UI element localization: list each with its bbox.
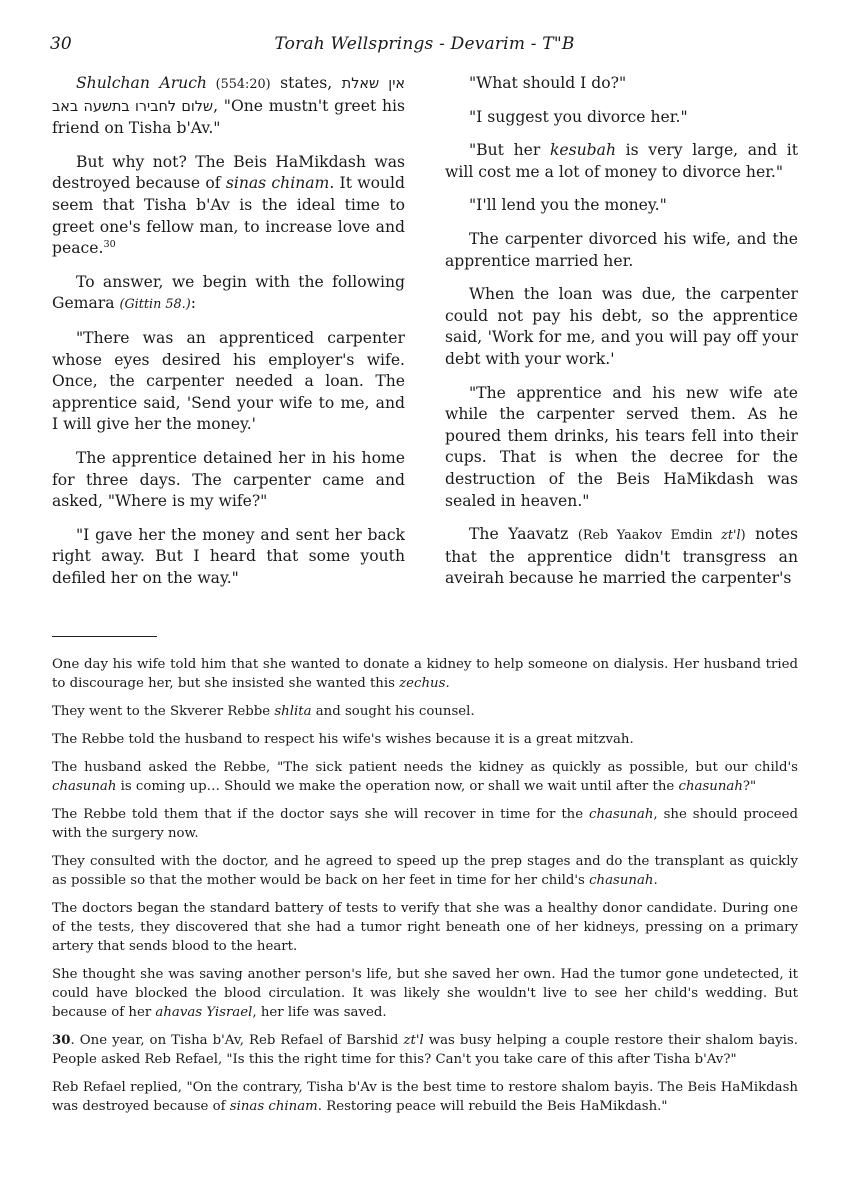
text-run: is coming up… Should we make the operation now, or shall we wait until after the — [116, 779, 679, 794]
text-run: She thought she was saving another person's life, but she saved her own. Had the tumor gone undetected, it could have blocked the blood circulation. It was likely she wouldn't live to see her child's wedding. But because of her — [52, 967, 798, 1020]
body-paragraph — [52, 73, 405, 140]
body-paragraph — [52, 525, 405, 590]
body-paragraph — [52, 328, 405, 436]
text-run: : — [190, 294, 197, 313]
text-run: ahavas Yisrael — [155, 1005, 253, 1020]
footnote-reference: 30 — [103, 238, 116, 250]
running-header-title: Torah Wellsprings - Devarim - T"B — [274, 34, 575, 54]
text-run: , her life was saved. — [252, 1005, 387, 1020]
text-run: is very large, and it will cost me a lot of money to divorce her." — [445, 141, 798, 181]
text-run: The Rebbe told them that if the doctor says she will recover in time for the — [52, 807, 590, 822]
body-paragraph — [445, 195, 798, 217]
text-run: chasunah — [589, 873, 654, 888]
text-run: states, — [270, 74, 342, 92]
text-run: "But her — [469, 141, 550, 160]
text-run: "I gave her the money and sent her back right away. But I heard that some youth defiled her on the way." — [52, 525, 405, 587]
text-run: zt'l — [721, 528, 741, 544]
text-run: They consulted with the doctor, and he agreed to speed up the prep stages and do the transplant as quickly as possible so that the mother would be back on her feet in time for her child's — [52, 854, 798, 888]
text-run: The husband asked the Rebbe, "The sick patient needs the kidney as quickly as possible, but our child's — [52, 760, 798, 775]
text-run: "I suggest you divorce her." — [469, 107, 688, 126]
text-run: . — [653, 873, 658, 888]
text-run: chasunah — [678, 779, 743, 794]
body-paragraph — [445, 140, 798, 183]
text-run: . It would seem that Tisha b'Av is the ideal time to greet one's fellow man, to increase love and peace. — [52, 174, 405, 258]
text-run: "I'll lend you the money." — [469, 196, 667, 215]
text-run: "There was an apprenticed carpenter whose eyes desired his employer's wife. Once, the carpenter needed a loan. The apprentice said, 'Send your wife to me, and I will give her the money.' — [52, 328, 405, 434]
footnotes — [52, 655, 798, 1125]
footnote-paragraph — [52, 758, 798, 796]
footnote-paragraph — [52, 655, 798, 693]
right-column — [445, 73, 798, 602]
text-run: The Yaavatz — [469, 525, 578, 544]
text-run: ) — [740, 528, 746, 544]
text-run: But why not? The Beis HaMikdash was destroyed because of — [52, 152, 405, 193]
text-run: (554:20) — [206, 77, 271, 92]
text-run: One day his wife told him that she wanted to donate a kidney to help someone on dialysis. Her husband tried to discourage her, but she insisted she wanted this — [52, 657, 798, 691]
hebrew-quote: אין שאלת שלום לחבירו בתשעה באב — [52, 76, 405, 115]
text-run: To answer, we begin with the following Gemara — [52, 272, 405, 313]
body-paragraph — [445, 73, 798, 95]
text-run: zt'l — [403, 1033, 424, 1048]
text-run: The apprentice detained her in his home for three days. The carpenter came and asked, "Where is my wife?" — [52, 448, 405, 511]
footnote-paragraph — [52, 805, 798, 843]
text-run: The Rebbe told the husband to respect his wife's wishes because it is a great mitzvah. — [52, 732, 634, 747]
footnote-paragraph — [52, 1078, 798, 1116]
footnote-paragraph — [52, 899, 798, 956]
footnote-divider — [52, 636, 157, 637]
footnote-paragraph — [52, 1031, 798, 1069]
text-run: and sought his counsel. — [311, 704, 475, 719]
body-paragraph — [52, 448, 405, 513]
footnote-paragraph — [52, 852, 798, 890]
body-paragraph — [52, 272, 405, 316]
body-paragraph — [445, 524, 798, 590]
text-run: , "One mustn't greet his friend on Tisha b'Av." — [52, 96, 405, 138]
text-run: zechus — [399, 676, 446, 691]
text-run: Shulchan Aruch — [76, 74, 207, 92]
text-run: Reb Refael replied, "On the contrary, Tisha b'Av is the best time to restore shalom bayis. The Beis HaMikdash was destroyed because of — [52, 1080, 798, 1114]
text-run: kesubah — [549, 141, 616, 160]
text-run: ?" — [742, 779, 757, 794]
body-paragraph — [445, 383, 798, 513]
text-run: (Reb Yaakov Emdin — [577, 528, 722, 544]
body-paragraph — [445, 107, 798, 129]
text-run: . One year, on Tisha b'Av, Reb Refael of Barshid — [70, 1033, 404, 1048]
text-run: 30 — [52, 1033, 71, 1048]
text-run: notes that the apprentice didn't transgress an aveirah because he married the carpenter's — [445, 525, 798, 588]
text-run: shlita — [274, 704, 312, 719]
text-run: sinas chinam — [229, 1099, 318, 1114]
footnote-paragraph — [52, 965, 798, 1022]
text-run: chasunah — [589, 807, 654, 822]
body-paragraph — [52, 152, 405, 260]
left-column — [52, 73, 405, 601]
text-run: , she should proceed with the surgery now. — [52, 807, 798, 841]
text-run: . Restoring peace will rebuild the Beis HaMikdash." — [317, 1099, 668, 1114]
text-run: . — [445, 676, 450, 691]
text-run: was busy helping a couple restore their shalom bayis. People asked Reb Refael, "Is this the right time for this? Can't you take care of this after Tisha b'Av?" — [52, 1033, 798, 1067]
text-run: (Gittin 58.) — [119, 297, 191, 313]
text-run: sinas chinam — [225, 174, 330, 193]
footnote-paragraph — [52, 730, 798, 749]
text-run: They went to the Skverer Rebbe — [52, 704, 275, 719]
body-paragraph — [445, 229, 798, 272]
text-run: "The apprentice and his new wife ate while the carpenter served them. As he poured them drinks, his tears fell into their cups. That is when the decree for the destruction of the Beis HaMikdash was sealed in heaven." — [445, 383, 798, 510]
text-run: The doctors began the standard battery of tests to verify that she was a healthy donor candidate. During one of the tests, they discovered that she had a tumor right beneath one of her kidneys, pressing on a primary artery that sends blood to the heart. — [52, 901, 798, 954]
footnote-paragraph — [52, 702, 798, 721]
body-paragraph — [445, 284, 798, 370]
text-run: When the loan was due, the carpenter could not pay his debt, so the apprentice said, 'Work for me, and you will pay off your debt with your work.' — [445, 285, 798, 368]
text-run: The carpenter divorced his wife, and the apprentice married her. — [445, 229, 798, 270]
text-run: "What should I do?" — [469, 74, 627, 92]
page-number: 30 — [50, 34, 72, 54]
text-run: chasunah — [52, 779, 117, 794]
